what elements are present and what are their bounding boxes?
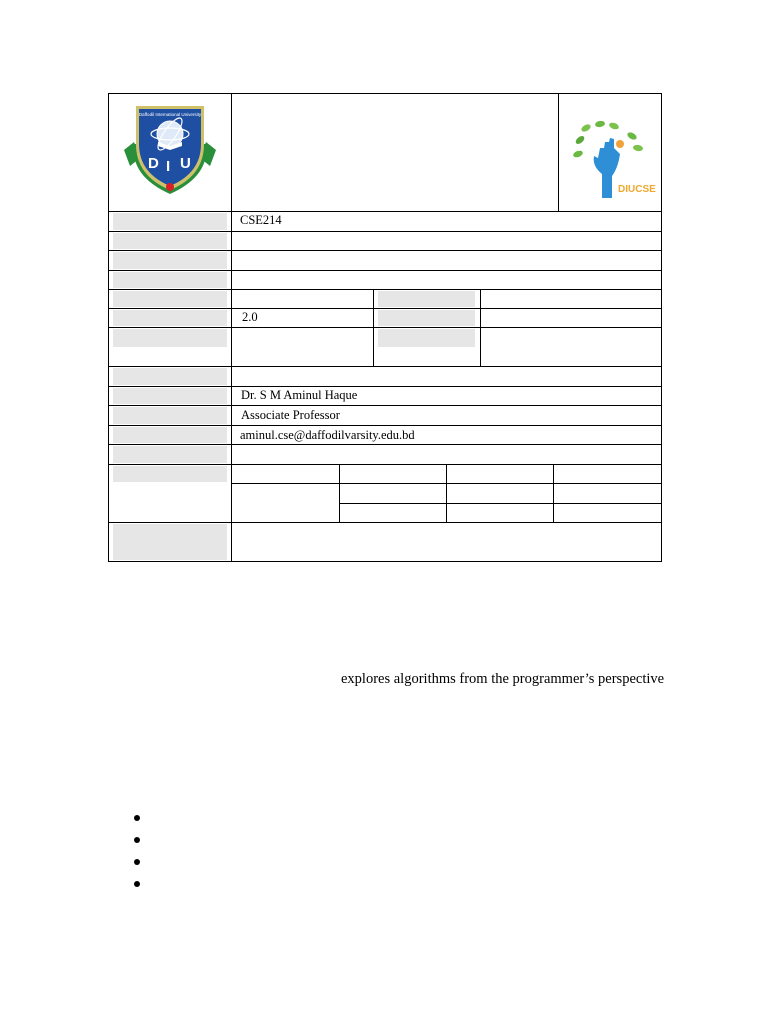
label-shade-row6-mid — [378, 310, 475, 326]
label-shade-row5 — [113, 291, 227, 307]
instructor-name-value: Dr. S M Aminul Haque — [241, 388, 358, 402]
label-shade-row13 — [113, 466, 227, 482]
label-shade-row8 — [113, 368, 227, 385]
value-cell-row14 — [231, 522, 662, 562]
value-cell-row6-b — [480, 308, 662, 328]
subgrid-r1-c1 — [231, 464, 340, 484]
value-cell-row5-a — [231, 289, 374, 309]
label-shade-row7 — [113, 329, 227, 347]
bullet-1 — [134, 815, 140, 821]
value-cell-row7-a — [231, 327, 374, 367]
label-shade-row4 — [113, 272, 227, 288]
label-shade-row10 — [113, 407, 227, 424]
value-cell-row3 — [231, 250, 662, 271]
svg-text:U: U — [180, 155, 191, 172]
label-shade-row7-mid — [378, 329, 475, 347]
subgrid-r1-c2 — [339, 464, 447, 484]
label-shade-row14 — [113, 524, 227, 560]
label-shade-row1 — [113, 213, 227, 230]
svg-text:DIUCSE: DIUCSE — [618, 184, 656, 195]
bullet-4 — [134, 881, 140, 887]
value-cell-course-code — [231, 211, 662, 232]
subgrid-r3-c4 — [553, 503, 662, 523]
label-shade-row12 — [113, 446, 227, 463]
value-cell-row5-b — [480, 289, 662, 309]
instructor-designation-value: Associate Professor — [241, 408, 340, 422]
instructor-email-value[interactable]: aminul.cse@daffodilvarsity.edu.bd — [240, 428, 415, 442]
header-title-cell — [231, 93, 559, 212]
svg-text:I: I — [166, 158, 171, 175]
subgrid-r1-c4 — [553, 464, 662, 484]
label-shade-row11 — [113, 427, 227, 443]
subgrid-r3-c2 — [339, 503, 447, 523]
svg-text:Daffodil International Univers: Daffodil International University — [138, 112, 202, 117]
label-shade-row6 — [113, 310, 227, 326]
course-code-value: CSE214 — [240, 213, 282, 227]
subgrid-r1-c3 — [446, 464, 554, 484]
course-description-fragment: explores algorithms from the programmer’s perspective — [341, 671, 665, 687]
value-cell-row7-b — [480, 327, 662, 367]
credit-value: 2.0 — [242, 310, 258, 324]
subgrid-r3-c3 — [446, 503, 554, 523]
bullet-3 — [134, 859, 140, 865]
diu-logo — [120, 98, 220, 198]
svg-text:D: D — [148, 155, 159, 172]
value-cell-row4 — [231, 270, 662, 290]
label-shade-row5-mid — [378, 291, 475, 307]
value-cell-row2 — [231, 231, 662, 251]
subgrid-r2-c2 — [339, 483, 447, 504]
subgrid-r2-c1 — [231, 483, 340, 523]
bullet-2 — [134, 837, 140, 843]
label-shade-row3 — [113, 252, 227, 269]
subgrid-r2-c4 — [553, 483, 662, 504]
value-cell-row12 — [231, 444, 662, 465]
value-cell-row8 — [231, 366, 662, 387]
subgrid-r2-c3 — [446, 483, 554, 504]
label-shade-row2 — [113, 233, 227, 249]
diucse-logo — [572, 118, 656, 202]
label-shade-row9 — [113, 388, 227, 404]
